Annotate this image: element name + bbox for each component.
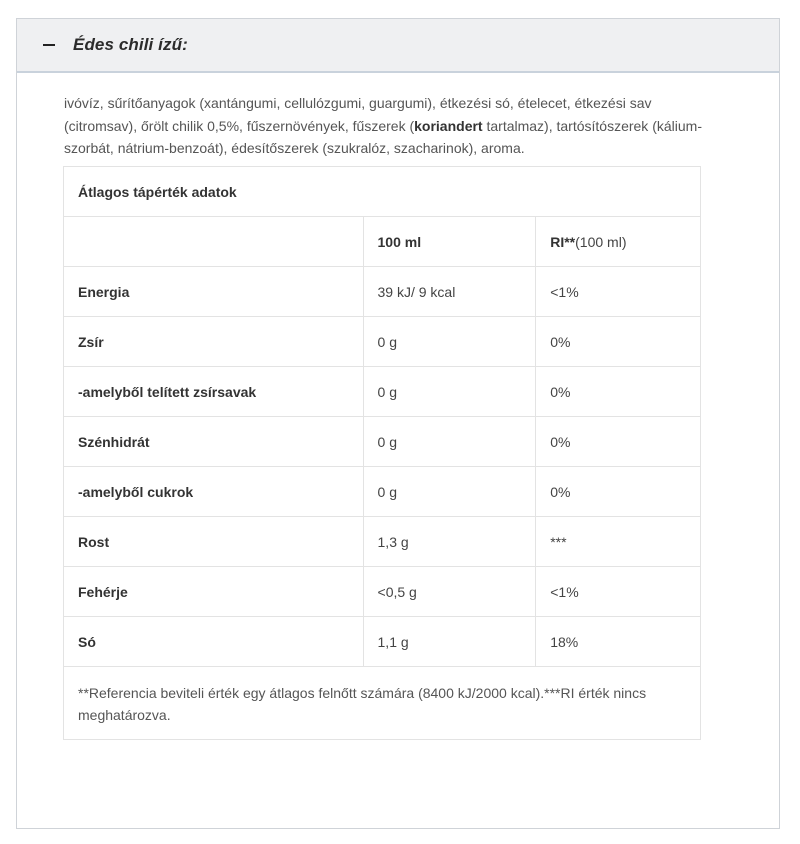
table-row [64, 317, 701, 367]
nutrient-value: 0 g [363, 367, 536, 417]
nutrient-ri: 0% [536, 467, 701, 517]
table-row [64, 417, 701, 467]
nutrient-name: Energia [64, 267, 364, 317]
nutrient-value: 1,3 g [363, 517, 536, 567]
nutrient-value: 0 g [363, 317, 536, 367]
nutrient-name: -amelyből telített zsírsavak [64, 367, 364, 417]
table-row [64, 367, 701, 417]
nutrient-ri: 0% [536, 317, 701, 367]
ingredients-part-1: ivóvíz, sűrítőanyagok (xantángumi, cellulózgumi, guargumi), étkezési só, ételecet, étkezési sav (citromsav), őrölt chilik 0,5%, fűszernövények, fűszerek ( [64, 95, 652, 134]
nutrient-ri: 0% [536, 417, 701, 467]
nutrient-value: 0 g [363, 417, 536, 467]
table-title-row [64, 167, 701, 217]
nutrient-value: 1,1 g [363, 617, 536, 667]
table-row [64, 617, 701, 667]
accordion-title: Édes chili ízű: [73, 35, 188, 54]
nutrient-value: <0,5 g [363, 567, 536, 617]
header-ri [536, 217, 701, 267]
nutrition-table [63, 166, 701, 740]
nutrient-name: Fehérje [64, 567, 364, 617]
header-100ml: 100 ml [363, 217, 536, 267]
table-row [64, 267, 701, 317]
minus-icon[interactable] [43, 44, 55, 46]
header-ri-bold: RI** [550, 233, 576, 250]
header-ri-rest: (100 ml) [575, 233, 627, 250]
nutrient-value: 0 g [363, 467, 536, 517]
table-row [64, 567, 701, 617]
ingredients-part-2: tartalmaz), tartósítószerek (kálium-szorbát, nátrium-benzoát), édesítőszerek (szukralóz, szacharinok), aroma. [64, 117, 702, 156]
nutrient-ri: *** [536, 517, 701, 567]
nutrient-name: Só [64, 617, 364, 667]
table-row [64, 467, 701, 517]
ingredients-highlight: koriandert [414, 117, 483, 134]
nutrient-name: Zsír [64, 317, 364, 367]
nutrient-name: Rost [64, 517, 364, 567]
nutrient-ri: 0% [536, 367, 701, 417]
nutrient-ri: 18% [536, 617, 701, 667]
nutrient-value: 39 kJ/ 9 kcal [363, 267, 536, 317]
accordion-header[interactable] [17, 19, 779, 73]
header-empty-cell [64, 217, 364, 267]
ingredients-text [64, 92, 704, 160]
nutrient-name: Szénhidrát [64, 417, 364, 467]
table-footnote-row [64, 667, 701, 740]
table-row [64, 517, 701, 567]
table-title: Átlagos tápérték adatok [64, 167, 701, 217]
table-footnote: **Referencia beviteli érték egy átlagos felnőtt számára (8400 kJ/2000 kcal).***RI érték nincs meghatározva. [64, 667, 701, 740]
table-header-row [64, 217, 701, 267]
nutrient-ri: <1% [536, 267, 701, 317]
nutrient-ri: <1% [536, 567, 701, 617]
nutrient-name: -amelyből cukrok [64, 467, 364, 517]
